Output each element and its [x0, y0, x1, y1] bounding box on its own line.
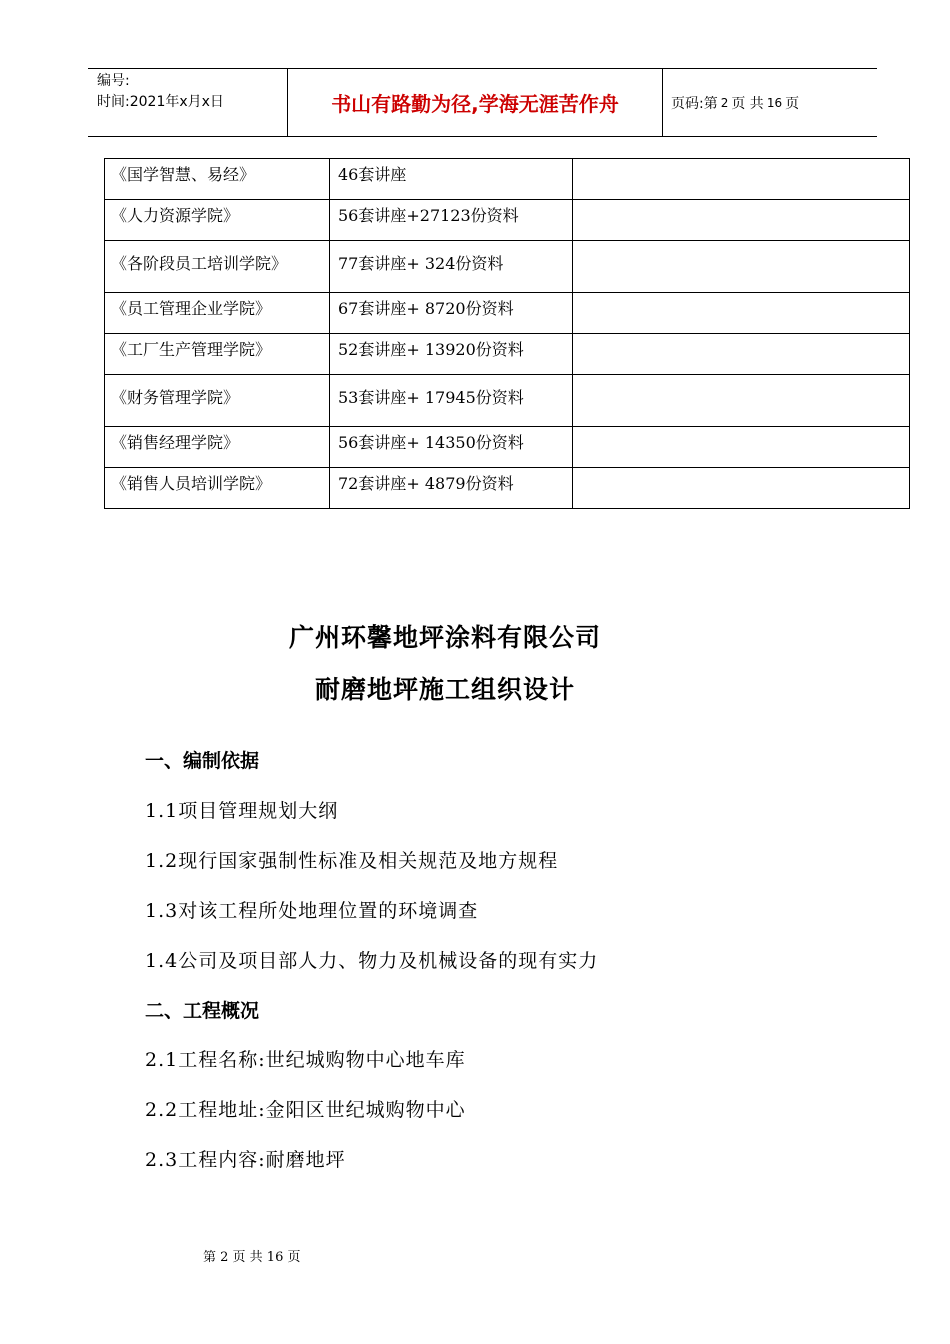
course-name: 《工厂生产管理学院》	[105, 334, 330, 375]
table-row	[105, 375, 910, 427]
course-note	[573, 334, 910, 375]
course-name: 《各阶段员工培训学院》	[105, 241, 330, 293]
course-note	[573, 200, 910, 241]
list-item: 1.3对该工程所处地理位置的环境调查	[145, 900, 479, 922]
course-content: 67套讲座+ 8720份资料	[330, 293, 573, 334]
course-name: 《人力资源学院》	[105, 200, 330, 241]
list-item: 2.3工程内容:耐磨地坪	[145, 1149, 346, 1171]
table-row	[105, 200, 910, 241]
course-content: 72套讲座+ 4879份资料	[330, 468, 573, 509]
header-meta	[88, 69, 288, 136]
page-total: 16	[766, 95, 783, 110]
course-note	[573, 375, 910, 427]
course-content: 77套讲座+ 324份资料	[330, 241, 573, 293]
course-content: 56套讲座+27123份资料	[330, 200, 573, 241]
page-suffix: 页	[785, 95, 800, 112]
header-page-number	[663, 69, 877, 136]
page-prefix: 页码:第	[671, 95, 718, 112]
course-name: 《销售经理学院》	[105, 427, 330, 468]
course-name: 《销售人员培训学院》	[105, 468, 330, 509]
list-item: 1.1项目管理规划大纲	[145, 800, 339, 822]
course-content: 46套讲座	[330, 159, 573, 200]
page-header	[88, 68, 877, 137]
document-time: 时间:2021年x月x日	[97, 94, 224, 110]
table-row	[105, 334, 910, 375]
course-content: 53套讲座+ 17945份资料	[330, 375, 573, 427]
document-number-label: 编号:	[97, 73, 130, 89]
list-item: 2.2工程地址:金阳区世纪城购物中心	[145, 1099, 466, 1121]
page-current: 2	[720, 95, 729, 110]
list-item: 1.4公司及项目部人力、物力及机械设备的现有实力	[145, 950, 599, 972]
course-note	[573, 427, 910, 468]
table-row	[105, 159, 910, 200]
courses-table	[104, 158, 910, 509]
document-title: 耐磨地坪施工组织设计	[314, 675, 575, 704]
page-mid: 页 共	[731, 95, 764, 112]
page-footer: 第 2 页 共 16 页	[203, 1250, 301, 1265]
table-row	[105, 427, 910, 468]
course-name: 《员工管理企业学院》	[105, 293, 330, 334]
course-content: 52套讲座+ 13920份资料	[330, 334, 573, 375]
table-row	[105, 293, 910, 334]
course-note	[573, 159, 910, 200]
section-heading-overview: 二、工程概况	[145, 1000, 260, 1022]
company-name: 广州环馨地坪涂料有限公司	[288, 623, 601, 652]
section-heading-basis: 一、编制依据	[145, 750, 260, 772]
course-note	[573, 468, 910, 509]
course-note	[573, 293, 910, 334]
header-motto: 书山有路勤为径,学海无涯苦作舟	[288, 69, 663, 136]
course-name: 《财务管理学院》	[105, 375, 330, 427]
course-name: 《国学智慧、易经》	[105, 159, 330, 200]
list-item: 1.2现行国家强制性标准及相关规范及地方规程	[145, 850, 559, 872]
table-row	[105, 468, 910, 509]
table-row	[105, 241, 910, 293]
course-note	[573, 241, 910, 293]
list-item: 2.1工程名称:世纪城购物中心地车库	[145, 1049, 466, 1071]
course-content: 56套讲座+ 14350份资料	[330, 427, 573, 468]
